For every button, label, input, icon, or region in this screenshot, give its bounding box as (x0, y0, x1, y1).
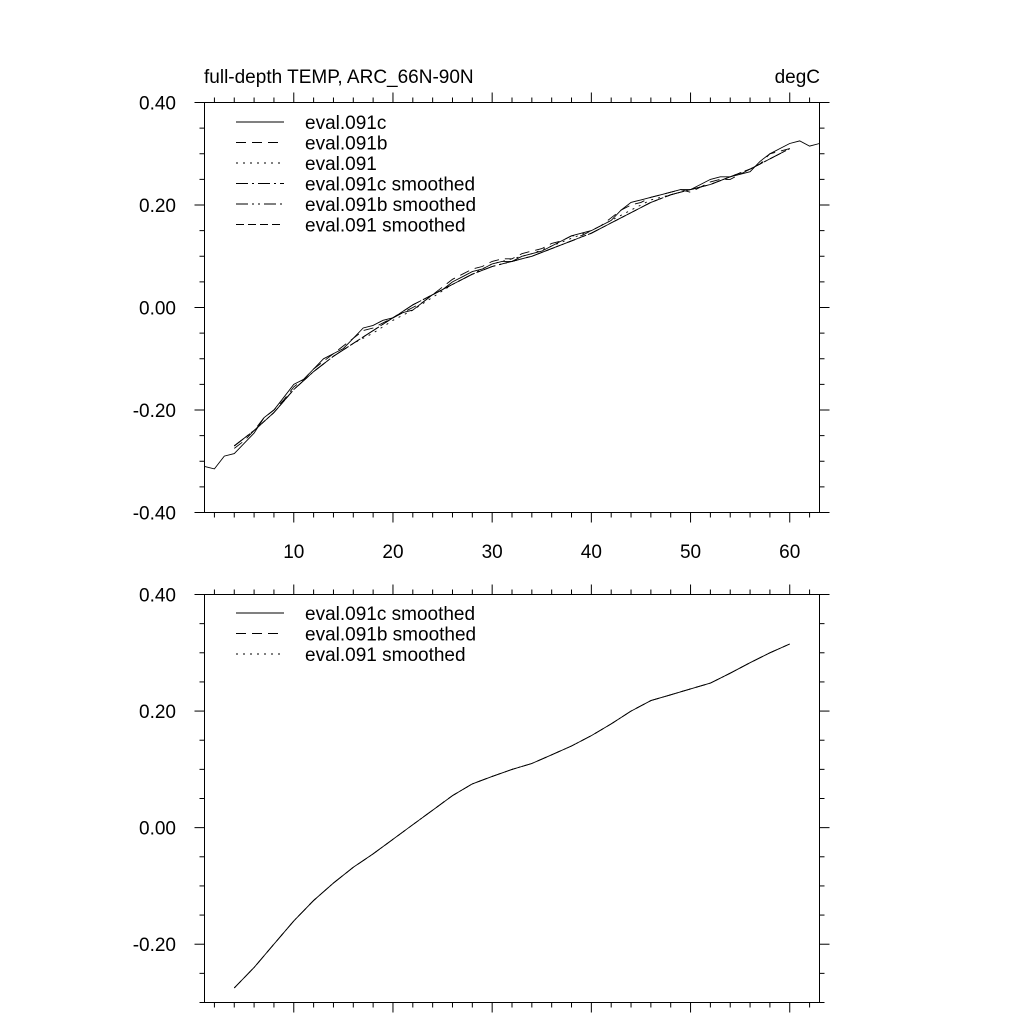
bottom-panel (133, 585, 830, 1013)
x-tick-label: 50 (679, 542, 702, 563)
legend (236, 604, 476, 666)
x-tick-label: 40 (580, 542, 602, 563)
series-line (205, 141, 820, 469)
legend-label: eval.091b smoothed (305, 195, 477, 216)
legend (236, 113, 476, 237)
y-tick-label: 0.20 (139, 702, 176, 724)
y-tick-label: 0.20 (139, 196, 176, 217)
x-tick-label: 30 (481, 542, 503, 563)
panel-title: full-depth TEMP, ARC_66N-90N (204, 67, 474, 88)
x-tick-label: 20 (382, 542, 404, 563)
units-label: degC (774, 67, 820, 88)
axis-ticks (133, 585, 830, 1013)
y-tick-label: 0.40 (139, 93, 176, 115)
y-tick-label: -0.40 (132, 503, 176, 525)
legend-label: eval.091b smoothed (305, 624, 477, 646)
legend-label: eval.091b (305, 133, 388, 155)
legend-label: eval.091c smoothed (305, 174, 476, 196)
y-tick-label: 0.00 (139, 298, 176, 320)
series-line (234, 644, 789, 988)
legend-label: eval.091 smoothed (305, 645, 466, 666)
y-tick-label: 0.40 (139, 585, 176, 607)
series-lines (234, 644, 789, 988)
plot-frame (205, 595, 820, 1003)
series-lines (205, 141, 820, 469)
top-panel (133, 67, 830, 563)
legend-label: eval.091 (305, 154, 377, 175)
legend-label: eval.091c smoothed (305, 604, 476, 625)
y-tick-label: -0.20 (132, 935, 176, 957)
y-tick-label: 0.00 (139, 818, 176, 840)
series-line (234, 644, 789, 988)
legend-label: eval.091 smoothed (305, 215, 466, 237)
legend-label: eval.091c (305, 113, 387, 134)
y-tick-label: -0.20 (132, 401, 176, 422)
x-tick-label: 10 (283, 542, 305, 563)
plot-frame (205, 103, 820, 513)
x-tick-label: 60 (779, 542, 801, 563)
series-line (234, 644, 789, 988)
